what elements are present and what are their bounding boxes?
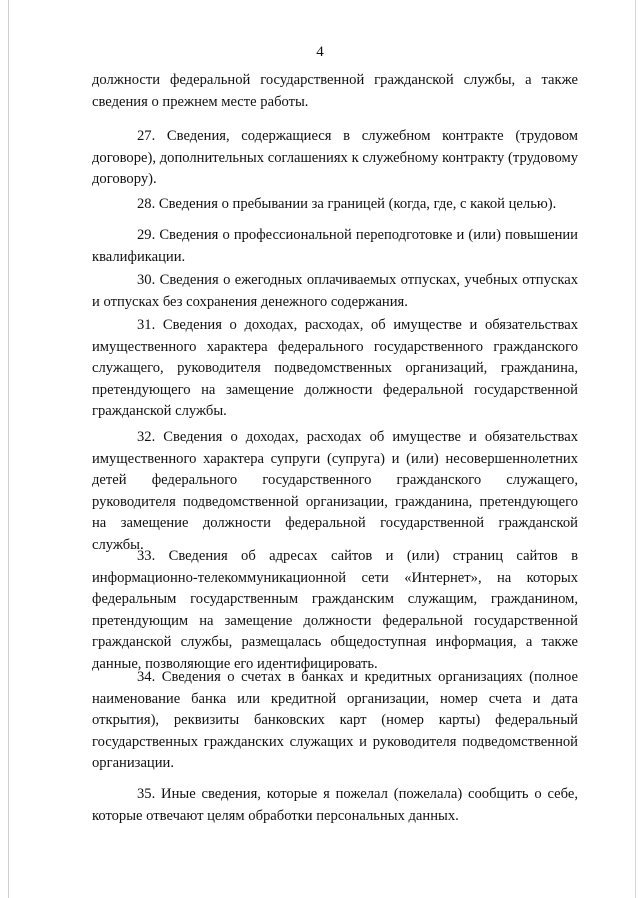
- paragraph-continuation: должности федеральной государственной гражданской службы, а также сведения о прежнем месте работы.: [92, 72, 578, 110]
- paragraph-27: 27. Сведения, содержащиеся в служебном контракте (трудовом договоре), дополнительных соглашениях к служебному контракту (трудовому договору).: [92, 128, 578, 187]
- scan-edge-right: [635, 0, 636, 898]
- paragraph-35: 35. Иные сведения, которые я пожелал (пожелала) сообщить о себе, которые отвечают целям обработки персональных данных.: [92, 786, 578, 824]
- page-number: 4: [316, 44, 324, 60]
- paragraph-31: 31. Сведения о доходах, расходах, об имуществе и обязательствах имущественного характера федерального государственного гражданского служащего, руководителя подведомственных организаций, гражданина, претендующего на замещение должности федеральной государственной гражданской службы.: [92, 317, 578, 419]
- paragraph-34: 34. Сведения о счетах в банках и кредитных организациях (полное наименование банка или кредитной организации, номер счета и дата открытия), реквизиты банковских карт (номер карты) федеральный государственных гражданских служащих и руководителя подведомственной организации.: [92, 669, 578, 771]
- paragraph-29: 29. Сведения о профессиональной переподготовке и (или) повышении квалификации.: [92, 227, 578, 265]
- paragraph-32: 32. Сведения о доходах, расходах об имуществе и обязательствах имущественного характера супруги (супруга) и (или) несовершеннолетних детей федерального государственного гражданского служащего, руководителя подведомственной организации, гражданина, претендующего на замещение должности федеральной государственной гражданской службы.: [92, 429, 578, 553]
- paragraph-33: 33. Сведения об адресах сайтов и (или) страниц сайтов в информационно-телекоммуникационной сети «Интернет», на которых федеральным государственным гражданским служащим, гражданином, претендующим на замещение должности федеральной государственной гражданской службы, размещалась общедоступная информация, а также данные, позволяющие его идентифицировать.: [92, 548, 578, 672]
- paragraph-28: 28. Сведения о пребывании за границей (когда, где, с какой целью).: [137, 196, 557, 212]
- scan-edge-left: [8, 0, 9, 898]
- paragraph-30: 30. Сведения о ежегодных оплачиваемых отпусках, учебных отпусках и отпусках без сохранения денежного содержания.: [92, 272, 578, 310]
